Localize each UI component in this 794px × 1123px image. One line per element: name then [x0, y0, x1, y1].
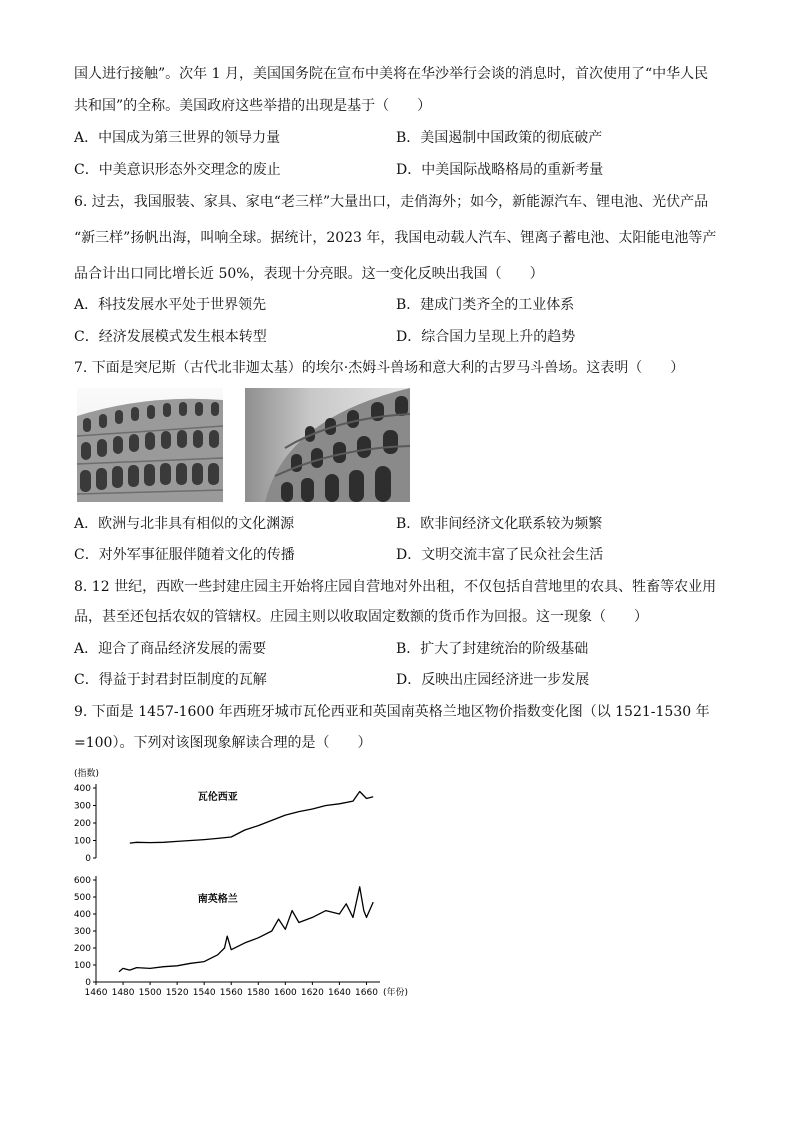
q7-option-d[interactable]: D．文明交流丰富了民众社会生活 — [396, 547, 604, 563]
q7-option-c[interactable]: C．对外军事征服伴随着文化的传播 — [74, 547, 295, 563]
x-tick-label: 1480 — [111, 988, 135, 998]
south-england-y-tick-label: 100 — [73, 961, 91, 971]
valencia-y-tick-label: 300 — [73, 801, 91, 812]
roman-colosseum-photo — [245, 388, 410, 502]
x-tick-label: 1460 — [84, 988, 108, 998]
x-tick-label: 1580 — [246, 988, 270, 998]
q6-option-a[interactable]: A．科技发展水平处于世界领先 — [74, 297, 267, 313]
q8-option-b[interactable]: B．扩大了封建统治的阶级基础 — [396, 641, 589, 657]
q8-line-2: 品，甚至还包括农奴的管辖权。庄园主则以收取固定数额的货币作为回报。这一现象（ ） — [74, 609, 648, 625]
q6-line-3: 品合计出口同比增长近 50%，表现十分亮眼。这一变化反映出我国（ ） — [74, 266, 544, 282]
valencia-y-tick-label: 100 — [73, 836, 91, 847]
q5-line-2: 共和国”的全称。美国政府这些举措的出现是基于（ ） — [74, 98, 432, 114]
x-tick-label: 1660 — [355, 988, 378, 998]
x-axis-unit-label: (年份) — [383, 988, 409, 998]
q9-line-2: =100）。下列对该图现象解读合理的是（ ） — [74, 735, 372, 751]
south-england-y-tick-label: 500 — [73, 893, 91, 903]
q8-option-c[interactable]: C．得益于封君封臣制度的瓦解 — [74, 672, 267, 688]
valencia-y-tick-label: 0 — [85, 854, 91, 864]
x-tick-label: 1640 — [327, 988, 351, 998]
q5-option-c[interactable]: C．中美意识形态外交理念的废止 — [74, 162, 281, 178]
valencia-y-tick-label: 200 — [73, 819, 91, 829]
q7-option-a[interactable]: A．欧洲与北非具有相似的文化渊源 — [74, 516, 295, 532]
valencia-series-label: 瓦伦西亚 — [197, 792, 238, 803]
q6-line-1: 6. 过去，我国服装、家具、家电“老三样”大量出口，走俏海外；如今，新能源汽车、锂电池、光伏产品 — [74, 194, 709, 210]
valencia-y-tick-label: 400 — [73, 784, 91, 794]
south-england-price-line — [119, 887, 373, 972]
q8-line-1: 8. 12 世纪，西欧一些封建庄园主开始将庄园自营地对外出租，不仅包括自营地里的农具、牲畜等农业用 — [74, 579, 717, 595]
q5-option-b[interactable]: B．美国遏制中国政策的彻底破产 — [396, 130, 603, 146]
price-index-chart — [70, 764, 409, 1004]
y-axis-unit-label: (指数) — [74, 769, 100, 779]
el-jem-amphitheatre-photo — [77, 388, 223, 502]
x-tick-label: 1520 — [165, 988, 189, 998]
south-england-series-label: 南英格兰 — [197, 894, 238, 905]
x-tick-label: 1560 — [219, 988, 243, 998]
q8-option-a[interactable]: A．迎合了商品经济发展的需要 — [74, 641, 267, 657]
q9-line-1: 9. 下面是 1457-1600 年西班牙城市瓦伦西亚和英国南英格兰地区物价指数变化图（以 1521-1530 年 — [74, 704, 710, 720]
south-england-y-tick-label: 600 — [73, 876, 91, 886]
q6-line-2: “新三样”扬帆出海，叫响全球。据统计，2023 年，我国电动载人汽车、锂离子蓄电池、太阳能电池等产 — [74, 230, 717, 246]
q5-line-1: 国人进行接触”。次年 1 月，美国国务院在宣布中美将在华沙举行会谈的消息时，首次使用了“中华人民 — [74, 66, 709, 82]
q5-option-a[interactable]: A．中国成为第三世界的领导力量 — [74, 130, 281, 146]
x-tick-label: 1540 — [192, 988, 216, 998]
q8-option-d[interactable]: D．反映出庄园经济进一步发展 — [396, 672, 590, 688]
south-england-y-tick-label: 200 — [73, 944, 91, 954]
south-england-y-tick-label: 400 — [73, 910, 91, 920]
q7-option-b[interactable]: B．欧非间经济文化联系较为频繁 — [396, 516, 603, 532]
q6-option-d[interactable]: D．综合国力呈现上升的趋势 — [396, 329, 576, 345]
q6-option-b[interactable]: B．建成门类齐全的工业体系 — [396, 297, 575, 313]
valencia-price-line — [130, 792, 373, 844]
south-england-y-tick-label: 0 — [85, 978, 91, 988]
q5-option-d[interactable]: D．中美国际战略格局的重新考量 — [396, 162, 604, 178]
q7-line-1: 7. 下面是突尼斯（古代北非迦太基）的埃尔·杰姆斗兽场和意大利的古罗马斗兽场。这表明（ ） — [74, 360, 685, 376]
south-england-y-tick-label: 300 — [73, 927, 91, 937]
x-tick-label: 1600 — [273, 988, 297, 998]
x-tick-label: 1620 — [300, 988, 324, 998]
q6-option-c[interactable]: C．经济发展模式发生根本转型 — [74, 329, 267, 345]
x-tick-label: 1500 — [138, 988, 162, 998]
